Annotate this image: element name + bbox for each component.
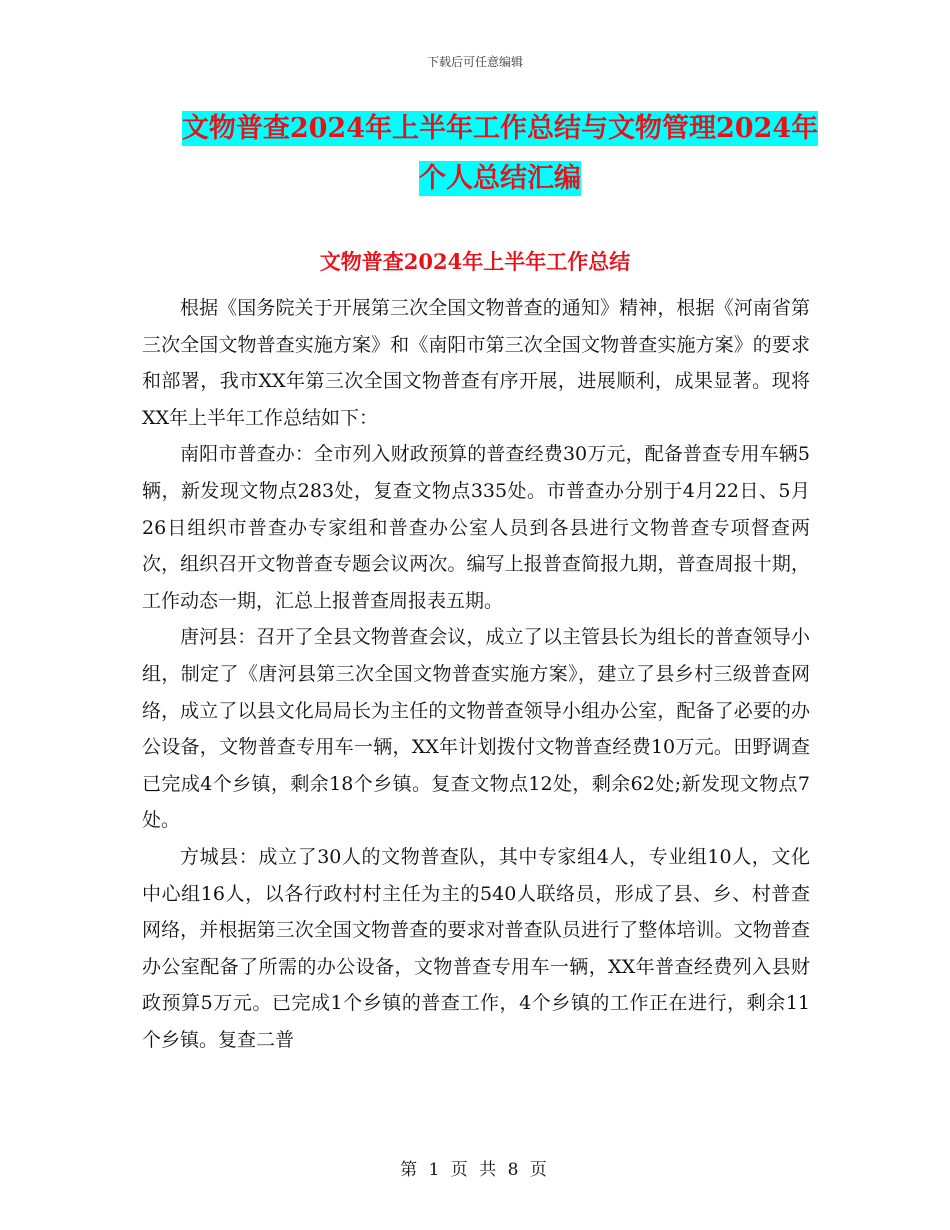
- page-header-note: 下载后可任意编辑: [426, 55, 523, 69]
- document-title-line-1: 文物普查2024年上半年工作总结与文物管理2024年: [181, 113, 819, 144]
- document-title-line-2: 个人总结汇编: [419, 163, 581, 194]
- document-body: [142, 290, 810, 1058]
- page-number: 第 1 页 共 8 页: [400, 1160, 550, 1180]
- paragraph: 方城县：成立了30人的文物普查队，其中专家组4人，专业组10人，文化中心组16人，以各行政村村主任为主的540人联络员，形成了县、乡、村普查网络，并根据第三次全国文物普查的要求对普查队员进行了整体培训。文物普查办公室配备了所需的办公设备，文物普查专用车一辆，XX年普查经费列入县财政预算5万元。已完成1个乡镇的普查工作，4个乡镇的工作正在进行，剩余11个乡镇。复查二普: [142, 845, 810, 1051]
- paragraph: 根据《国务院关于开展第三次全国文物普查的通知》精神，根据《河南省第三次全国文物普查实施方案》和《南阳市第三次全国文物普查实施方案》的要求和部署，我市XX年第三次全国文物普查有序开展，进展顺利，成果显著。现将XX年上半年工作总结如下：: [142, 297, 810, 429]
- paragraph: 唐河县：召开了全县文物普查会议，成立了以主管县长为组长的普查领导小组，制定了《唐河县第三次全国文物普查实施方案》，建立了县乡村三级普查网络，成立了以县文化局局长为主任的文物普查领导小组办公室，配备了必要的办公设备，文物普查专用车一辆，XX年计划拨付文物普查经费10万元。田野调查已完成4个乡镇，剩余18个乡镇。复查文物点12处，剩余62处;新发现文物点7处。: [142, 626, 810, 832]
- section-title: 文物普查2024年上半年工作总结: [319, 249, 631, 274]
- document-title: [140, 104, 860, 204]
- paragraph: 南阳市普查办：全市列入财政预算的普查经费30万元，配备普查专用车辆5辆，新发现文物点283处，复查文物点335处。市普查办分别于4月22日、5月26日组织市普查办专家组和普查办公室人员到各县进行文物普查专项督查两次，组织召开文物普查专题会议两次。编写上报普查简报九期，普查周报十期，工作动态一期，汇总上报普查周报表五期。: [142, 443, 810, 612]
